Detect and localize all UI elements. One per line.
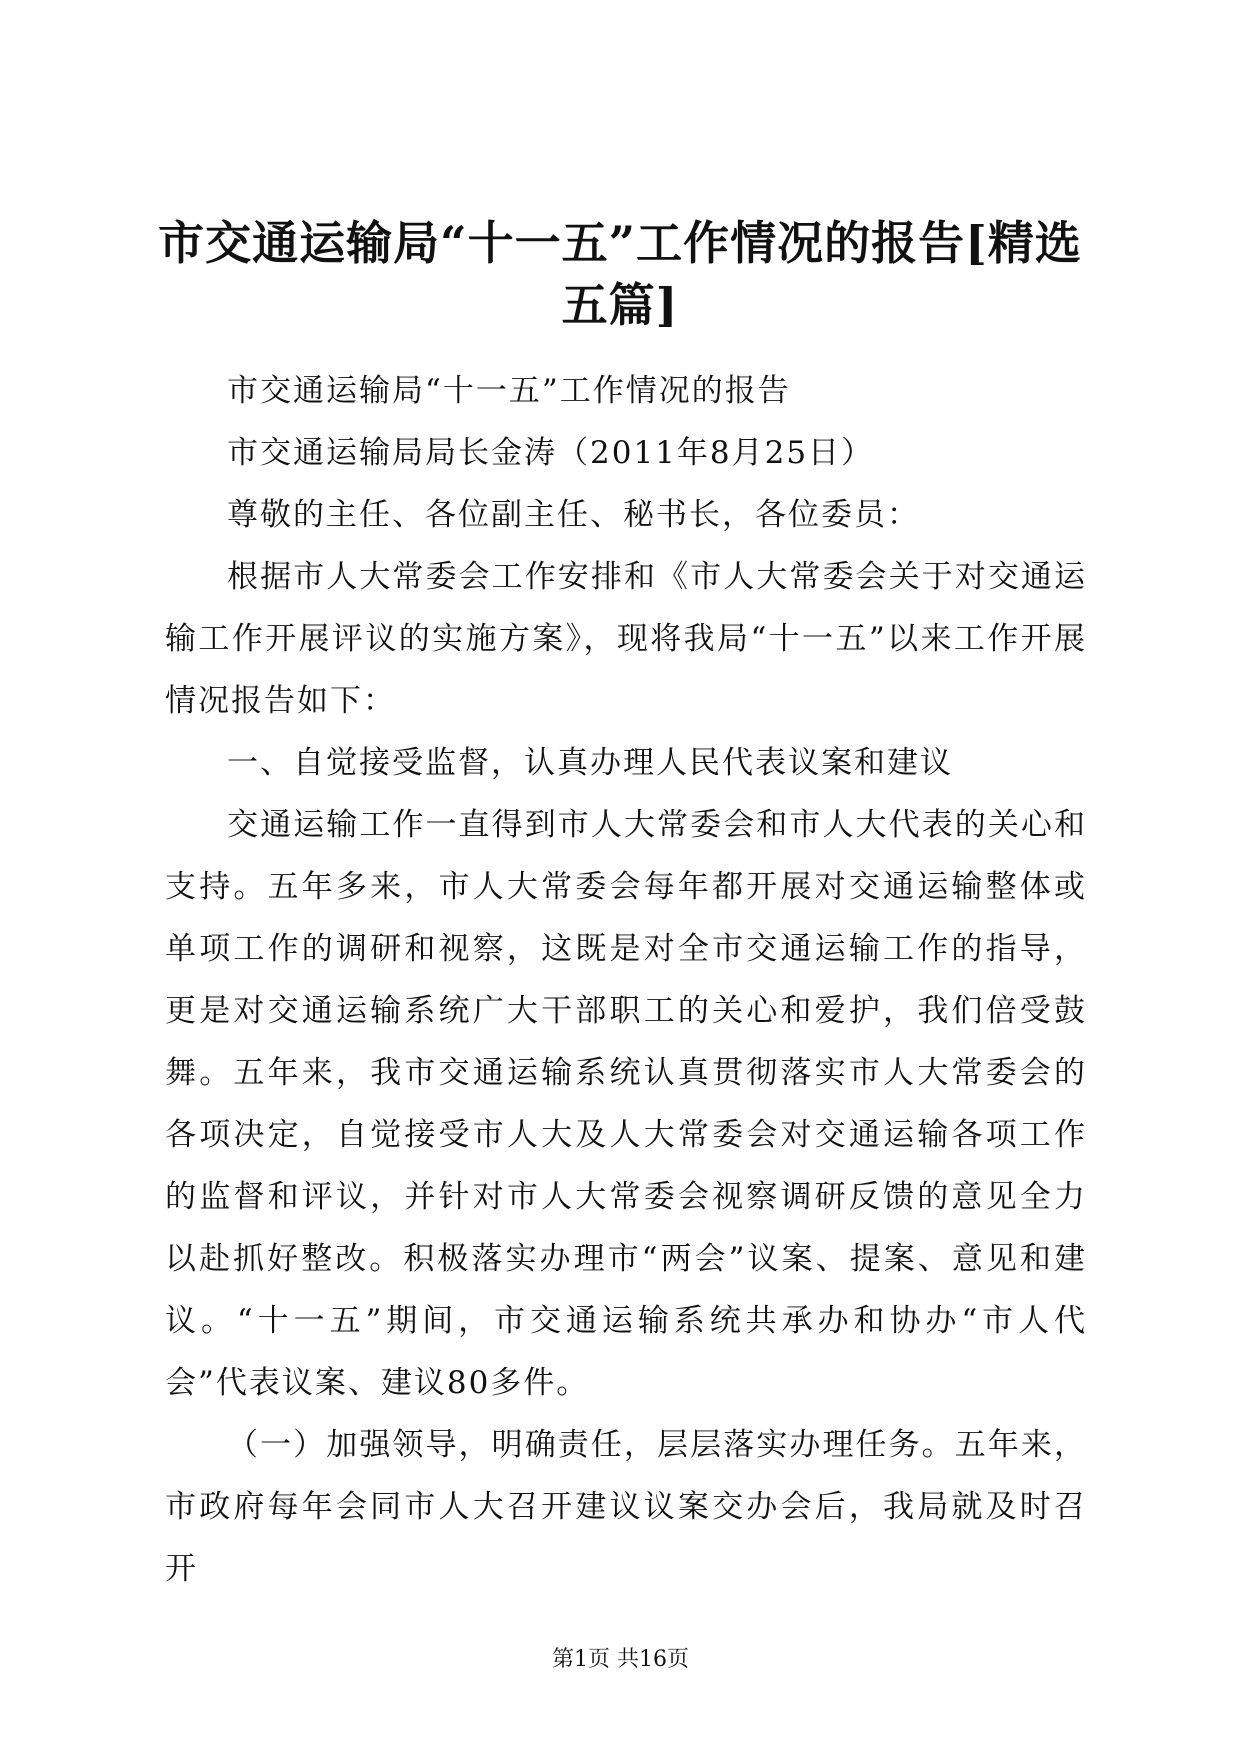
document-title: 市交通运输局“十一五”工作情况的报告[精选五篇]	[158, 216, 1082, 332]
author-line: 市交通运输局局长金涛（2011年8月25日）	[227, 435, 875, 471]
body-paragraph: 交通运输工作一直得到市人大常委会和市人大代表的关心和支持。五年多来，市人大常委会每年都开展对交通运输整体或单项工作的调研和视察，这既是对全市交通运输工作的指导，更是对交通运输系统广大干部职工的关心和爱护，我们倍受鼓舞。五年来，我市交通运输系统认真贯彻落实市人大常委会的各项决定，自觉接受市人大及人大常委会对交通运输各项工作的监督和评议，并针对市人大常委会视察调研反馈的意见全力以赴抓好整改。积极落实办理市“两会”议案、提案、意见和建议。“十一五”期间，市交通运输系统共承办和协办“市人代会”代表议案、建议80多件。	[165, 807, 1087, 1401]
section-heading: 一、自觉接受监督，认真办理人民代表议案和建议	[227, 745, 953, 781]
subsection-paragraph: （一）加强领导，明确责任，层层落实办理任务。五年来，市政府每年会同市人大召开建议议案交办会后，我局就及时召开	[165, 1427, 1087, 1587]
intro-paragraph: 根据市人大常委会工作安排和《市人大常委会关于对交通运输工作开展评议的实施方案》，现将我局“十一五”以来工作开展情况报告如下：	[165, 559, 1087, 719]
document-body	[165, 360, 1087, 1600]
page-footer: 第1页 共16页	[552, 1647, 689, 1672]
salutation: 尊敬的主任、各位副主任、秘书长，各位委员：	[227, 497, 920, 533]
report-heading: 市交通运输局“十一五”工作情况的报告	[227, 373, 791, 409]
